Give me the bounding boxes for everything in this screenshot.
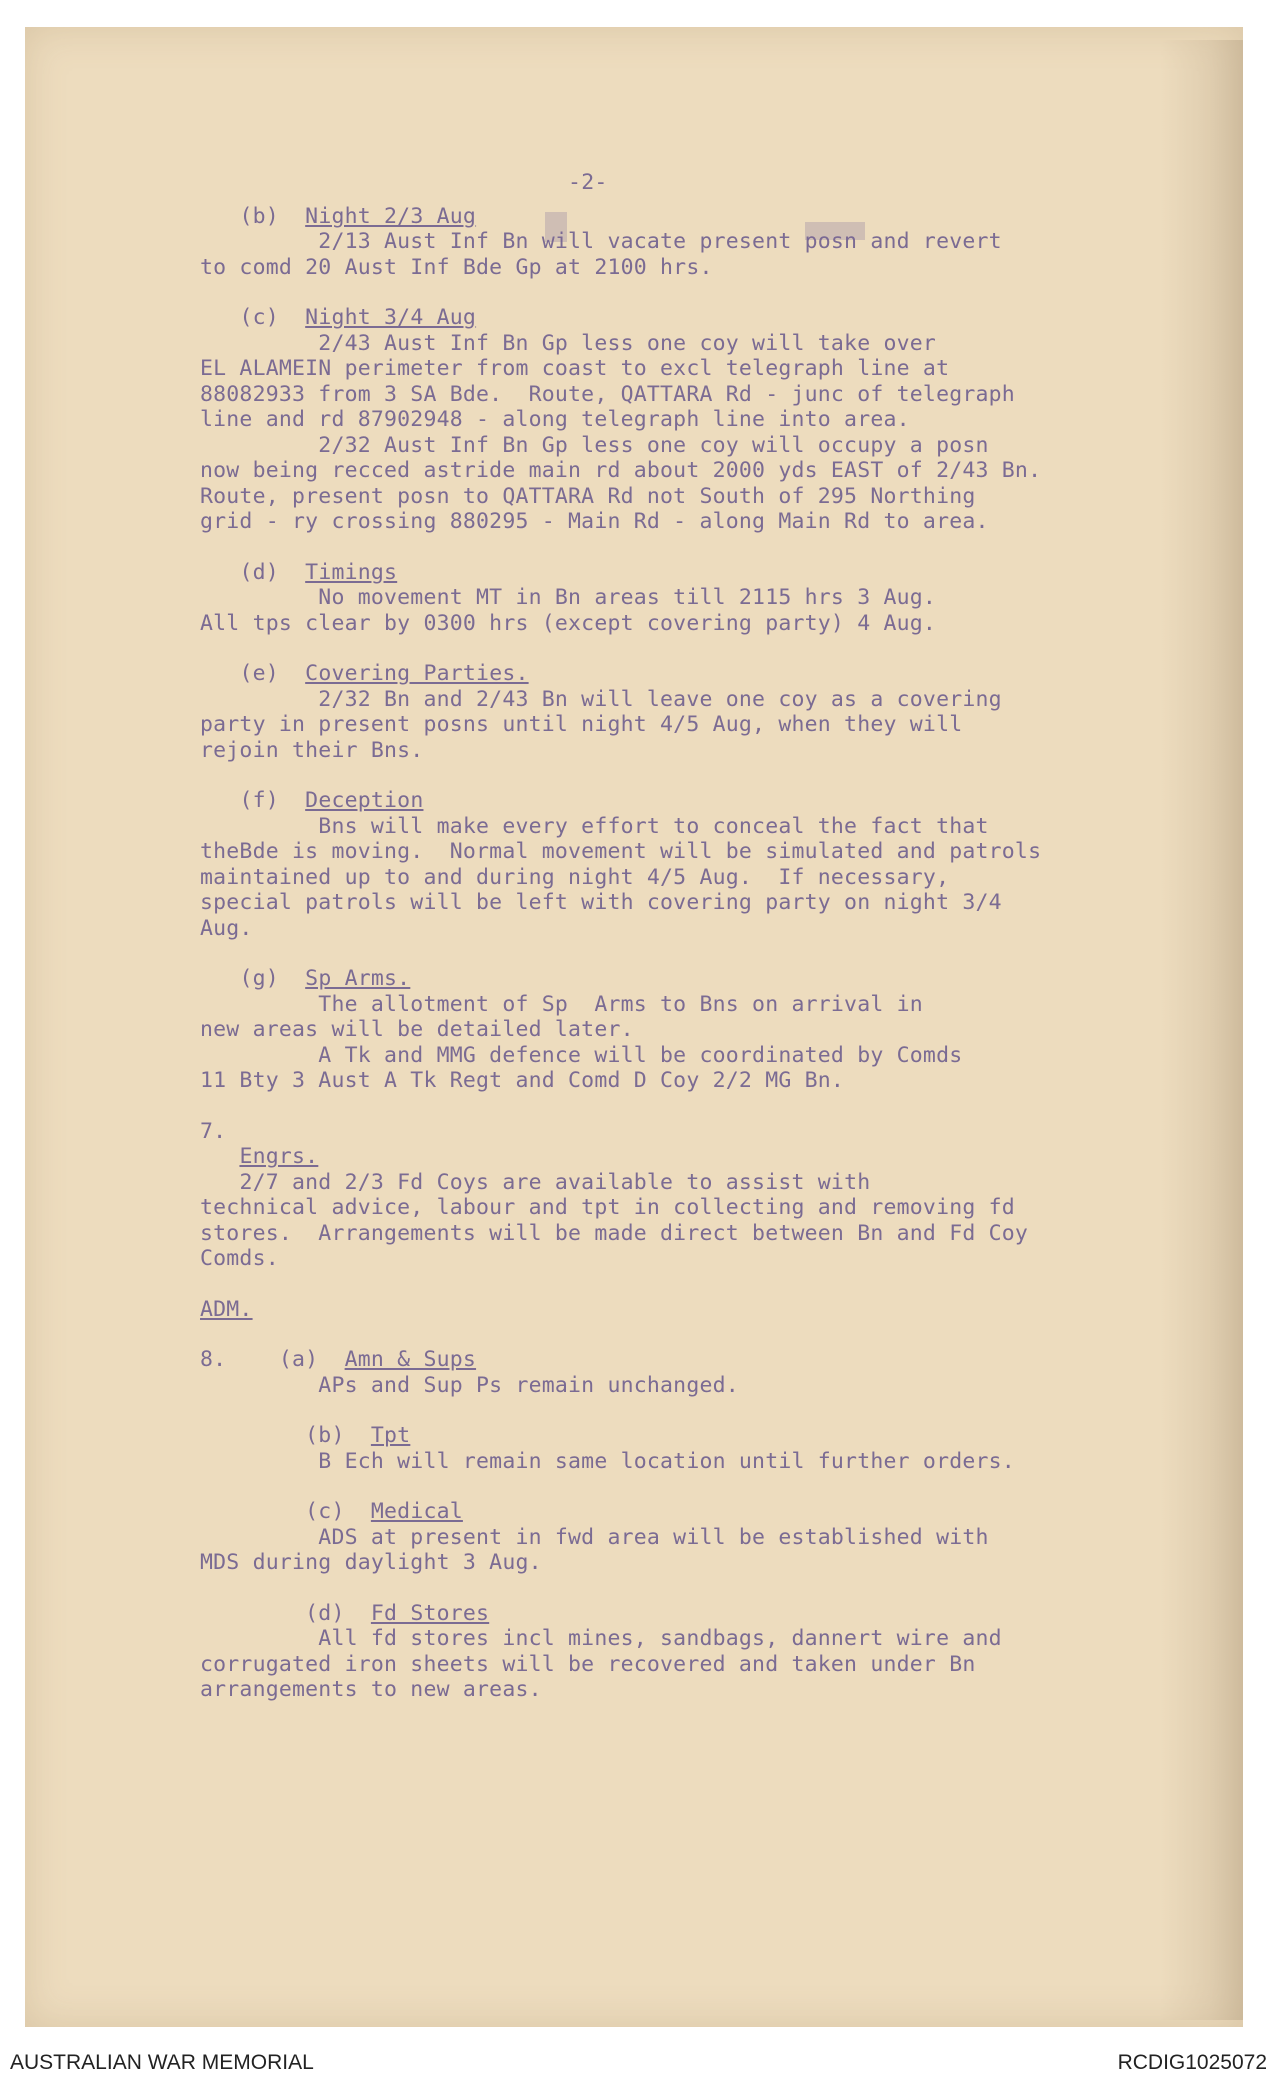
para-8b-line: B Ech will remain same location until further orders. xyxy=(318,1448,1015,1474)
section-c-line: line and rd 87902948 - along telegraph line into area. xyxy=(200,407,910,432)
para-8b-heading: (b) Tpt xyxy=(305,1423,411,1448)
section-g-line: The allotment of Sp Arms to Bns on arrival in xyxy=(318,991,923,1017)
para-8a-heading: 8. (a) Amn & Sups xyxy=(200,1347,477,1372)
footer-institution: AUSTRALIAN WAR MEMORIAL xyxy=(10,2051,314,2074)
archive-footer xyxy=(0,2047,1277,2081)
section-e-line: rejoin their Bns. xyxy=(200,737,424,763)
section-b-line: to comd 20 Aust Inf Bde Gp at 2100 hrs. xyxy=(200,254,713,280)
section-g-line: new areas will be detailed later. xyxy=(200,1017,634,1042)
para-8a-line: APs and Sup Ps remain unchanged. xyxy=(318,1372,739,1398)
document-body xyxy=(200,170,1190,1703)
section-c-heading: (c) Night 3/4 Aug xyxy=(239,305,477,330)
section-b-heading: (b) Night 2/3 Aug xyxy=(239,203,477,229)
section-f-line: Aug. xyxy=(200,915,253,941)
para-8d-line: All fd stores incl mines, sandbags, dannert wire and xyxy=(318,1626,1002,1651)
section-d-line: All tps clear by 0300 hrs (except covering party) 4 Aug. xyxy=(200,610,937,636)
page-number: -2- xyxy=(568,170,608,195)
footer-record-id: RCDIG1025072 xyxy=(1117,2051,1267,2074)
para-7-line: Comds. xyxy=(200,1246,279,1271)
section-f-heading: (f) Deception xyxy=(239,788,424,813)
para-7-line: 2/7 and 2/3 Fd Coys are available to assist with xyxy=(239,1169,871,1195)
para-7-line: technical advice, labour and tpt in collecting and removing fd xyxy=(200,1195,1015,1220)
section-f-line: Bns will make every effort to conceal the fact that xyxy=(318,813,989,839)
section-c-line: now being recced astride main rd about 2000 yds EAST of 2/43 Bn. xyxy=(200,458,1042,483)
section-c-line: grid - ry crossing 880295 - Main Rd - along Main Rd to area. xyxy=(200,509,989,534)
section-e-line: party in present posns until night 4/5 Aug, when they will xyxy=(200,712,963,737)
section-e-heading: (e) Covering Parties. xyxy=(239,661,529,686)
section-c-line: 88082933 from 3 SA Bde. Route, QATTARA Rd - junc of telegraph xyxy=(200,381,1015,407)
section-c-line: Route, present posn to QATTARA Rd not South of 295 Northing xyxy=(200,483,976,509)
section-b-line: 2/13 Aust Inf Bn will vacate present posn and revert xyxy=(318,229,1002,254)
para-8c-line: ADS at present in fwd area will be established with xyxy=(318,1524,989,1550)
para-7-label: 7. xyxy=(200,1118,227,1144)
para-8d-line: corrugated iron sheets will be recovered and taken under Bn xyxy=(200,1651,976,1677)
para-8c-line: MDS during daylight 3 Aug. xyxy=(200,1550,542,1575)
para-7-heading: Engrs. xyxy=(239,1144,319,1169)
adm-heading: ADM. xyxy=(200,1296,253,1322)
section-f-line: maintained up to and during night 4/5 Aug. If necessary, xyxy=(200,864,950,890)
para-7-line: stores. Arrangements will be made direct between Bn and Fd Coy xyxy=(200,1220,1029,1246)
section-g-heading: (g) Sp Arms. xyxy=(239,966,411,991)
section-g-line: 11 Bty 3 Aust A Tk Regt and Comd D Coy 2/2 MG Bn. xyxy=(200,1068,845,1093)
section-f-line: special patrols will be left with covering party on night 3/4 xyxy=(200,890,1002,915)
ink-smudge xyxy=(545,212,567,242)
section-d-line: No movement MT in Bn areas till 2115 hrs 3 Aug. xyxy=(318,585,937,610)
section-g-line: A Tk and MMG defence will be coordinated by Comds xyxy=(318,1042,963,1068)
para-8c-heading: (c) Medical xyxy=(305,1499,463,1524)
section-c-line: 2/32 Aust Inf Bn Gp less one coy will occupy a posn xyxy=(318,432,989,458)
section-f-line: theBde is moving. Normal movement will be simulated and patrols xyxy=(200,839,1042,864)
section-c-line: 2/43 Aust Inf Bn Gp less one coy will take over xyxy=(318,330,937,356)
para-8d-heading: (d) Fd Stores xyxy=(305,1600,490,1626)
ink-smudge xyxy=(805,222,865,240)
section-d-heading: (d) Timings xyxy=(239,559,398,585)
section-e-line: 2/32 Bn and 2/43 Bn will leave one coy as a covering xyxy=(318,686,1002,712)
para-8d-line: arrangements to new areas. xyxy=(200,1677,542,1702)
section-c-line: EL ALAMEIN perimeter from coast to excl telegraph line at xyxy=(200,356,950,381)
